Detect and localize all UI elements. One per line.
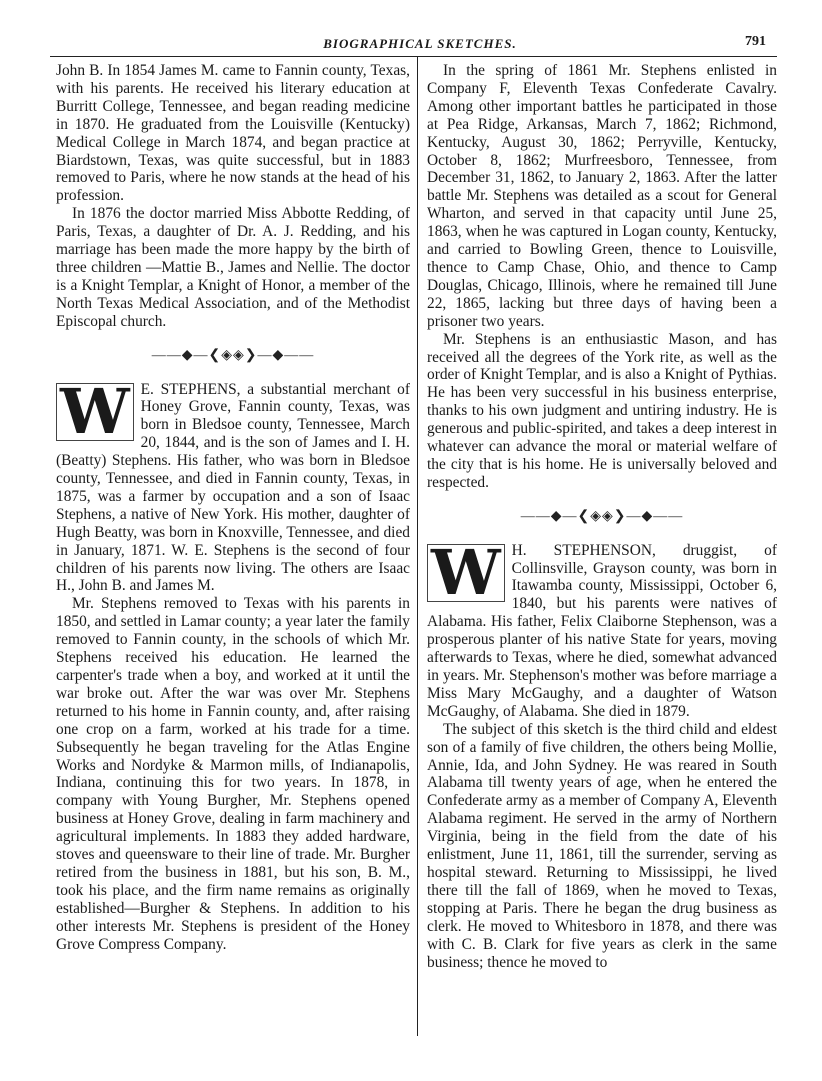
paragraph: In the spring of 1861 Mr. Stephens enlisted in Company F, Eleventh Texas Confederate Cavalry. Among other important battles he participated in those at Pea Ridge, Arkansas, March 7, 1862; Richmond, Kentucky, August 30, 1862; Perryville, Kentucky, October 8, 1862; Murfreesboro, Tennessee, from December 31, 1862, to January 2, 1863. After the latter battle Mr. Stephens was detailed as a scout for General Wharton, and served in that capacity until June 25, 1863, when he was captured in Logan county, Kentucky, and carried to Bowling Green, thence to Louisville, thence to Camp Chase, Ohio, and thence to Camp Douglas, Chicago, Illinois, where he remained till June 22, 1865, lacking but three days of having been a prisoner two years. <box>427 62 777 330</box>
sketch-subject-name: H. STEPHENSON, <box>511 541 656 559</box>
sketch-opening-text: druggist, of Collinsville, Grayson county, was born in Itawamba county, Mississippi, October 6, 1840, but his parents were natives of Alabama. His father, Felix Claiborne Stephenson, was a prosperous planter of his native State for years, moving afterwards to Texas, where he died, somewhat advanced in years. Mr. Stephenson's mother was before marriage a Miss Mary McGaughy, and a daughter of Watson McGaughy, of Alabama. She died in 1879. <box>427 541 778 720</box>
section-ornament: ——◆—❮◈◈❯—◆—— <box>520 508 684 524</box>
sketch-opening-paragraph <box>56 374 410 596</box>
left-column <box>56 62 410 954</box>
paragraph: John B. In 1854 James M. came to Fannin county, Texas, with his parents. He received his literary education at Burritt College, Tennessee, and began reading medicine in 1870. He graduated from the Louisville (Kentucky) Medical College in March 1874, and began practice at Biardstown, Texas, was quite successful, but in 1883 removed to Paris, where he now stands at the head of his profession. <box>56 62 410 205</box>
sketch-subject-name: E. STEPHENS, <box>140 380 241 398</box>
paragraph: Mr. Stephens is an enthusiastic Mason, and has received all the degrees of the York rite, as well as the order of Knight Templar, and is also a Knight of Pythias. He has been very successful in his business enterprise, thanks to his own judgment and untiring industry. He is generous and public-spirited, and takes a deep interest in whatever can advance the moral or material welfare of the city that is his home. He is universally beloved and respected. <box>427 330 777 491</box>
paragraph: In 1876 the doctor married Miss Abbotte Redding, of Paris, Texas, a daughter of Dr. A. J. Redding, and his marriage has been made the more happy by the birth of three children —Mattie B., James and Nellie. The doctor is a Knight Templar, a Knight of Honor, a member of the North Texas Medical Association, and of the Methodist Episcopal church. <box>56 205 410 330</box>
section-ornament: ——◆—❮◈◈❯—◆—— <box>151 347 315 363</box>
header-rule <box>50 56 777 57</box>
running-head: BIOGRAPHICAL SKETCHES. <box>323 36 517 51</box>
drop-cap-letter: W <box>56 383 134 441</box>
sketch-opening-text: a substantial merchant of Honey Grove, Fannin county, Texas, was born in Bledsoe county, Tennessee, March 20, 1844, and is the son of James and I. H. (Beatty) Stephens. His father, who was born in Bledsoe county, Tennessee, and died in Fannin county, Texas, in 1875, was a farmer by occupation and a son of Isaac Stephens, a native of New York. His mother, daughter of Hugh Beatty, was born in Knoxville, Tennessee, and died in January, 1871. W. E. Stephens is the second of four children of his parents now living. The others are Isaac H., John B. and James M. <box>56 380 410 595</box>
right-column <box>427 62 777 971</box>
page-number: 791 <box>745 34 766 49</box>
sketch-opening-paragraph <box>427 535 778 721</box>
column-divider <box>417 56 418 1036</box>
paragraph: Mr. Stephens removed to Texas with his parents in 1850, and settled in Lamar county; a year later the family removed to Fannin county, in the schools of which Mr. Stephens received his education. He learned the carpenter's trade when a boy, and worked at it until the war broke out. After the war was over Mr. Stephens returned to his home in Fannin county, and, after raising one crop on a farm, worked at his trade for a time. Subsequently he began traveling for the Atlas Engine Works and Nordyke & Marmon mills, of Indianapolis, Indiana, continuing this for two years. In 1878, in company with Young Burgher, Mr. Stephens opened business at Honey Grove, dealing in farm machinery and agricultural implements. In 1883 they added hardware, stoves and queensware to their line of trade. Mr. Burgher retired from the business in 1881, but his son, B. M., took his place, and the firm name remains as originally established—Burgher & Stephens. In addition to his other interests Mr. Stephens is president of the Honey Grove Compress Company. <box>56 595 410 953</box>
paragraph: The subject of this sketch is the third child and eldest son of a family of five children, the others being Mollie, Annie, Ida, and John Sydney. He was reared in South Alabama till twenty years of age, when he entered the Confederate army as a member of Company A, Eleventh Alabama regiment. He served in the army of Northern Virginia, being in the field from the date of his enlistment, June 11, 1861, till the surrender, serving as hospital steward. Returning to Mississippi, he lived there till the fall of 1869, when he moved to Texas, stopping at Paris. There he began the drug business as clerk. He moved to Whitesboro in 1878, and there was with C. B. Clark for five years as clerk in the same business; thence he moved to <box>427 720 777 971</box>
drop-cap-letter: W <box>427 544 505 602</box>
